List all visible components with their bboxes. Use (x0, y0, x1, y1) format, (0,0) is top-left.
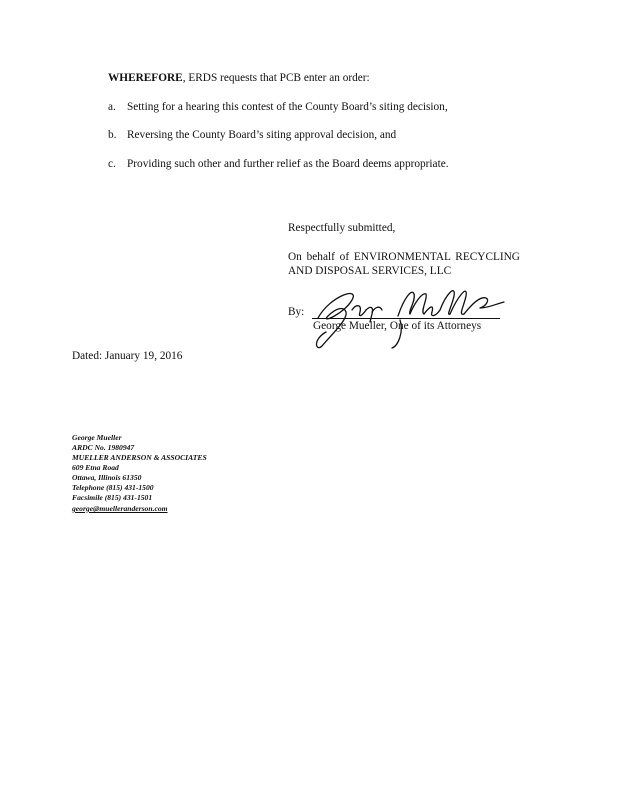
signer-caption: George Mueller, One of its Attorneys (313, 320, 482, 332)
address-line-2: Ottawa, Illinois 61350 (72, 473, 142, 482)
address-line-1: 609 Etna Road (72, 463, 119, 472)
by-label: By: (288, 306, 305, 318)
list-item (108, 101, 116, 114)
attorney-name: George Mueller (72, 433, 122, 442)
date-line: Dated: January 19, 2016 (72, 350, 183, 362)
ardc-number: ARDC No. 1980947 (72, 443, 135, 452)
telephone: Telephone (815) 431-1500 (72, 483, 154, 492)
on-behalf-line-2: AND DISPOSAL SERVICES, LLC (288, 265, 452, 277)
facsimile: Facsimile (815) 431-1501 (72, 493, 153, 502)
email-link[interactable]: george@muelleranderson.com (72, 504, 168, 513)
list-item-text: Providing such other and further relief as the Board deems appropriate. (127, 158, 449, 170)
wherefore-paragraph (108, 72, 370, 85)
list-marker: a. (108, 101, 116, 113)
firm-name: MUELLER ANDERSON & ASSOCIATES (72, 453, 207, 462)
list-item-text: Setting for a hearing this contest of the County Board’s siting decision, (127, 101, 448, 113)
handwritten-signature (300, 276, 520, 356)
list-marker: c. (108, 158, 116, 170)
wherefore-text: , ERDS requests that PCB enter an order: (182, 72, 370, 84)
respectfully-submitted: Respectfully submitted, (288, 222, 396, 234)
list-item-text: Reversing the County Board’s siting approval decision, and (127, 129, 397, 141)
list-item (108, 129, 116, 142)
wherefore-keyword: WHEREFORE (108, 72, 183, 84)
list-item (108, 158, 116, 171)
on-behalf-line-1: On behalf of ENVIRONMENTAL RECYCLING (288, 251, 520, 263)
list-marker: b. (108, 129, 117, 141)
